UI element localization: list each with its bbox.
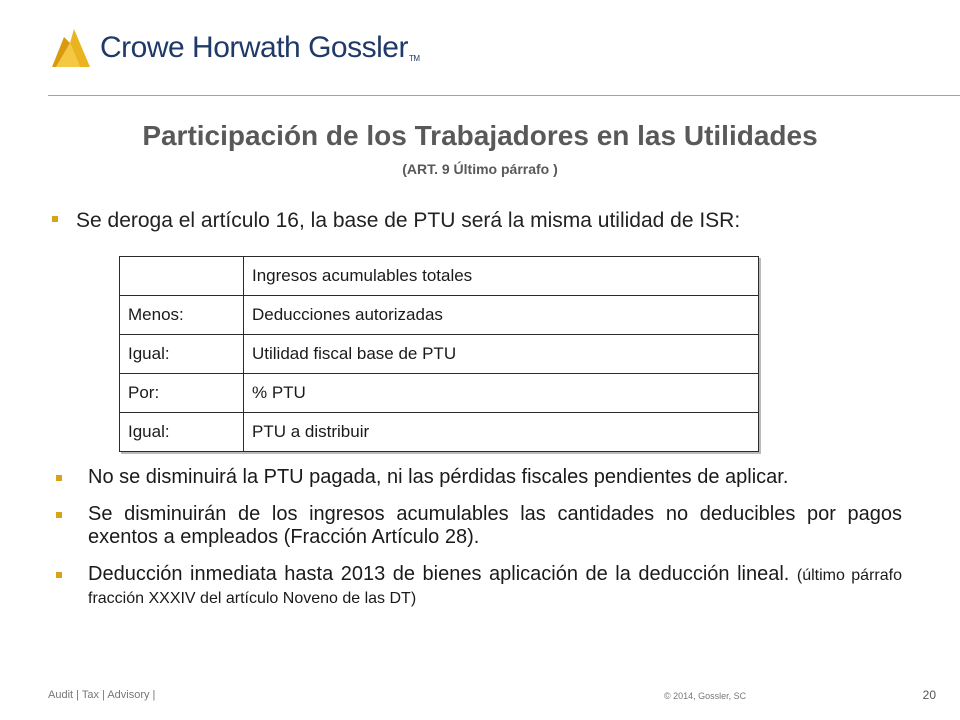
- list-item-text-wrapper: [88, 563, 902, 609]
- list-item-text: Deducción inmediata hasta 2013 de bienes aplicación de la deducción lineal.: [88, 563, 790, 585]
- trademark: TM: [408, 54, 420, 63]
- ptu-calculation-table: [119, 256, 759, 452]
- list-item: [56, 563, 902, 609]
- footer-services: Audit | Tax | Advisory |: [48, 689, 156, 701]
- company-logo: [50, 26, 420, 70]
- table-row: [120, 335, 759, 374]
- table-row-label: Menos:: [120, 296, 244, 335]
- table-row: [120, 296, 759, 335]
- intro-bullet: [52, 208, 912, 233]
- table-row: [120, 257, 759, 296]
- square-bullet-icon: [56, 512, 62, 518]
- square-bullet-icon: [52, 216, 58, 222]
- intro-bullet-text: Se deroga el artículo 16, la base de PTU será la misma utilidad de ISR:: [76, 209, 741, 232]
- brand-name: [100, 33, 420, 63]
- table-row-value: Deducciones autorizadas: [244, 296, 759, 335]
- header-divider: [48, 95, 960, 96]
- slide-subtitle: (ART. 9 Último párrafo ): [402, 161, 558, 177]
- square-bullet-icon: [56, 572, 62, 578]
- brand-name-text: Crowe Horwath Gossler: [100, 31, 408, 64]
- square-bullet-icon: [56, 475, 62, 481]
- table-row-value: PTU a distribuir: [244, 413, 759, 452]
- bullet-list: [56, 466, 902, 623]
- table-row-value: Utilidad fiscal base de PTU: [244, 335, 759, 374]
- crowe-logo-icon: [50, 27, 92, 69]
- list-item: [56, 466, 902, 489]
- table-row-label: [120, 257, 244, 296]
- list-item-text: Se disminuirán de los ingresos acumulables las cantidades no deducibles por pagos exentos a empleados (Fracción Artículo 28).: [88, 503, 902, 548]
- table-row-value: % PTU: [244, 374, 759, 413]
- table-row-value: Ingresos acumulables totales: [244, 257, 759, 296]
- page-number: 20: [922, 688, 936, 702]
- list-item: [56, 503, 902, 549]
- table-row: [120, 413, 759, 452]
- slide-title: Participación de los Trabajadores en las Utilidades: [142, 120, 818, 151]
- table-row-label: Por:: [120, 374, 244, 413]
- list-item-note: (último párrafo fracción XXXIV del artículo Noveno de las DT): [88, 567, 902, 607]
- list-item-text: No se disminuirá la PTU pagada, ni las pérdidas fiscales pendientes de aplicar.: [88, 466, 789, 488]
- table-row-label: Igual:: [120, 335, 244, 374]
- table-row: [120, 374, 759, 413]
- table-row-label: Igual:: [120, 413, 244, 452]
- footer-copyright: © 2014, Gossler, SC: [664, 691, 747, 701]
